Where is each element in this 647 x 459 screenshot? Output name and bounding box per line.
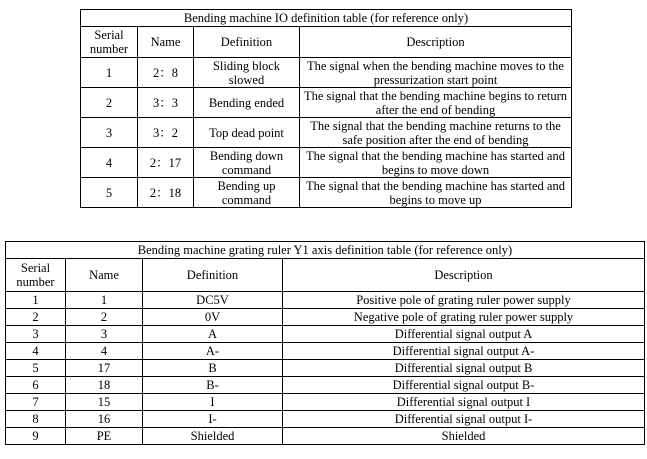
table-row bbox=[6, 411, 645, 428]
y1-cell-serial: 9 bbox=[6, 428, 66, 445]
io-cell-serial: 4 bbox=[81, 148, 138, 178]
y1-cell-name: 16 bbox=[66, 411, 143, 428]
io-cell-description: The signal that the bending machine has started and begins to move down bbox=[300, 148, 572, 178]
io-header-description: Description bbox=[300, 27, 572, 58]
y1-cell-definition: B- bbox=[143, 377, 283, 394]
io-cell-serial: 5 bbox=[81, 178, 138, 208]
y1-cell-name: 2 bbox=[66, 309, 143, 326]
io-cell-serial: 2 bbox=[81, 88, 138, 118]
y1-header-description: Description bbox=[283, 259, 645, 292]
y1-cell-serial: 1 bbox=[6, 292, 66, 309]
y1-cell-serial: 5 bbox=[6, 360, 66, 377]
table-row bbox=[81, 58, 572, 88]
io-cell-name: 2：8 bbox=[138, 58, 194, 88]
y1-cell-description: Positive pole of grating ruler power supply bbox=[283, 292, 645, 309]
io-cell-description: The signal when the bending machine moves to the pressurization start point bbox=[300, 58, 572, 88]
table-row bbox=[6, 377, 645, 394]
y1-cell-description: Differential signal output I bbox=[283, 394, 645, 411]
y1-cell-definition: DC5V bbox=[143, 292, 283, 309]
io-header-serial: Serial number bbox=[81, 27, 138, 58]
io-header-name: Name bbox=[138, 27, 194, 58]
io-cell-description: The signal that the bending machine has started and begins to move up bbox=[300, 178, 572, 208]
table-row bbox=[6, 394, 645, 411]
y1-cell-name: 3 bbox=[66, 326, 143, 343]
table-row bbox=[81, 148, 572, 178]
io-cell-definition: Bending ended bbox=[194, 88, 300, 118]
io-header-definition: Definition bbox=[194, 27, 300, 58]
y1-cell-serial: 3 bbox=[6, 326, 66, 343]
y1-cell-name: 15 bbox=[66, 394, 143, 411]
y1-header-serial: Serial number bbox=[6, 259, 66, 292]
io-cell-definition: Bending down command bbox=[194, 148, 300, 178]
y1-cell-description: Differential signal output B- bbox=[283, 377, 645, 394]
io-cell-name: 3：3 bbox=[138, 88, 194, 118]
io-cell-description: The signal that the bending machine returns to the safe position after the end of bending bbox=[300, 118, 572, 148]
io-cell-serial: 3 bbox=[81, 118, 138, 148]
y1-header-name: Name bbox=[66, 259, 143, 292]
io-cell-name: 2：18 bbox=[138, 178, 194, 208]
y1-cell-serial: 4 bbox=[6, 343, 66, 360]
io-cell-definition: Top dead point bbox=[194, 118, 300, 148]
y1-cell-description: Differential signal output I- bbox=[283, 411, 645, 428]
y1-cell-serial: 7 bbox=[6, 394, 66, 411]
y1-cell-name: 4 bbox=[66, 343, 143, 360]
y1-cell-name: PE bbox=[66, 428, 143, 445]
y1-cell-definition: B bbox=[143, 360, 283, 377]
y1-cell-serial: 2 bbox=[6, 309, 66, 326]
y1-header-definition: Definition bbox=[143, 259, 283, 292]
y1-cell-serial: 8 bbox=[6, 411, 66, 428]
y1-cell-definition: Shielded bbox=[143, 428, 283, 445]
y1-cell-serial: 6 bbox=[6, 377, 66, 394]
io-cell-name: 2：17 bbox=[138, 148, 194, 178]
table-row bbox=[6, 309, 645, 326]
y1-cell-definition: A- bbox=[143, 343, 283, 360]
y1-cell-definition: I- bbox=[143, 411, 283, 428]
y1-table-caption: Bending machine grating ruler Y1 axis definition table (for reference only) bbox=[6, 242, 645, 259]
io-cell-definition: Sliding block slowed bbox=[194, 58, 300, 88]
y1-cell-name: 18 bbox=[66, 377, 143, 394]
io-definition-table bbox=[80, 9, 572, 208]
table-row bbox=[81, 118, 572, 148]
io-cell-name: 3：2 bbox=[138, 118, 194, 148]
y1-axis-definition-table bbox=[5, 241, 645, 445]
y1-cell-description: Differential signal output B bbox=[283, 360, 645, 377]
table-row bbox=[6, 360, 645, 377]
y1-cell-definition: I bbox=[143, 394, 283, 411]
table-row bbox=[6, 326, 645, 343]
io-cell-definition: Bending up command bbox=[194, 178, 300, 208]
y1-cell-description: Differential signal output A- bbox=[283, 343, 645, 360]
y1-cell-definition: 0V bbox=[143, 309, 283, 326]
table-row bbox=[6, 292, 645, 309]
io-table-caption: Bending machine IO definition table (for reference only) bbox=[81, 10, 572, 27]
y1-cell-description: Shielded bbox=[283, 428, 645, 445]
y1-cell-description: Differential signal output A bbox=[283, 326, 645, 343]
y1-cell-description: Negative pole of grating ruler power supply bbox=[283, 309, 645, 326]
io-cell-description: The signal that the bending machine begins to return after the end of bending bbox=[300, 88, 572, 118]
y1-cell-definition: A bbox=[143, 326, 283, 343]
y1-cell-name: 17 bbox=[66, 360, 143, 377]
io-cell-serial: 1 bbox=[81, 58, 138, 88]
table-row bbox=[6, 343, 645, 360]
table-row bbox=[81, 88, 572, 118]
y1-cell-name: 1 bbox=[66, 292, 143, 309]
table-row bbox=[6, 428, 645, 445]
table-row bbox=[81, 178, 572, 208]
